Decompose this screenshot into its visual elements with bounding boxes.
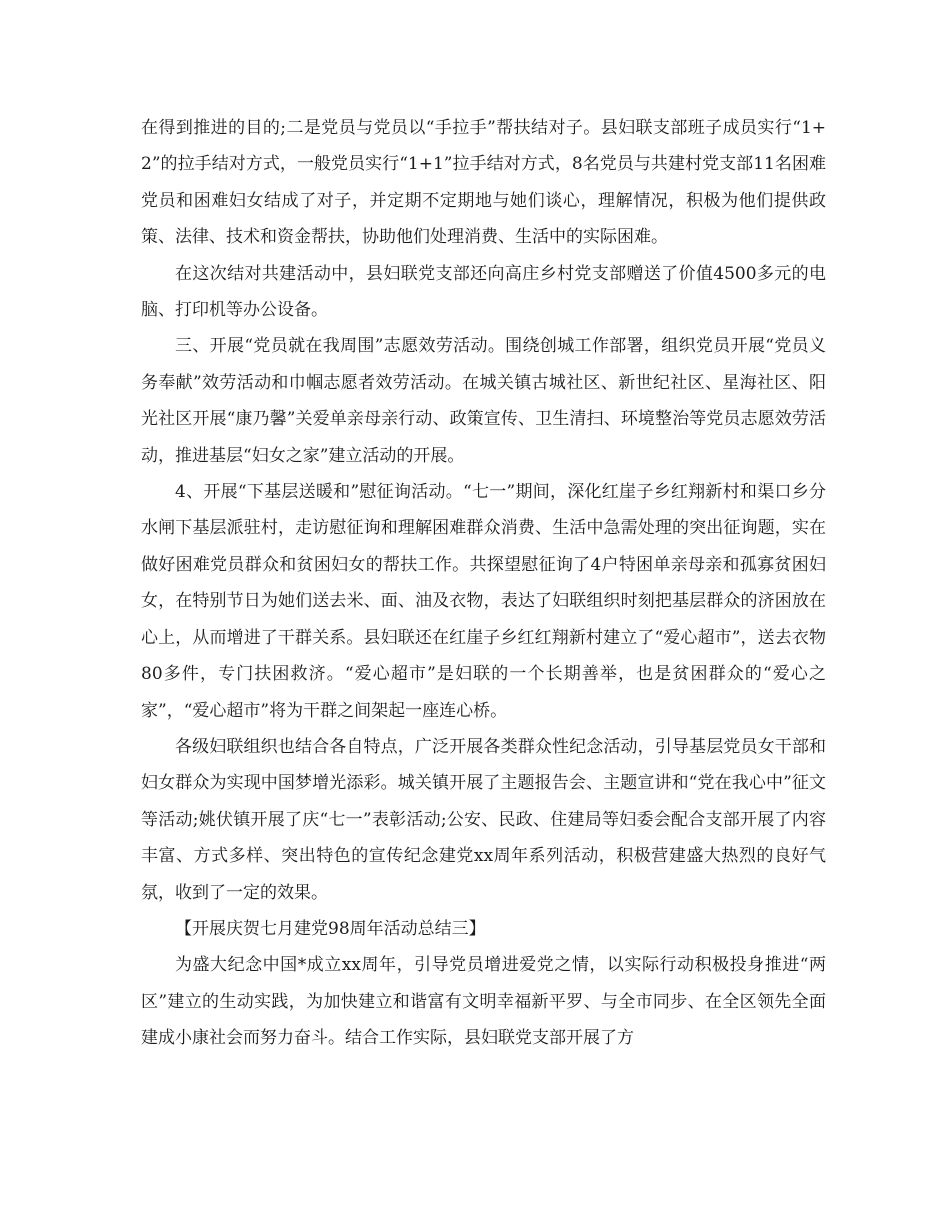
- section-heading: 【开展庆贺七月建党98周年活动总结三】: [175, 918, 486, 939]
- paragraph: 为盛大纪念中国*成立xx周年，引导党员增进爱党之情，以实际行动积极投身推进“两区”建立的生动实践，为加快建立和谐富有文明幸福新平罗、与全市同步、在全区领先全面建成小康社会而努力奋斗。结合工作实际，县妇联党支部开展了方: [141, 955, 826, 1049]
- paragraph: 三、开展“党员就在我周围”志愿效劳活动。围绕创城工作部署，组织党员开展“党员义务奉献”效劳活动和巾帼志愿者效劳活动。在城关镇古城社区、新世纪社区、星海社区、阳光社区开展“康乃馨”关爱单亲母亲行动、政策宣传、卫生清扫、环境整治等党员志愿效劳活动，推进基层“妇女之家”建立活动的开展。: [141, 336, 826, 466]
- paragraph: 在得到推进的目的;二是党员与党员以“手拉手”帮扶结对子。县妇联支部班子成员实行“1+2”的拉手结对方式，一般党员实行“1+1”拉手结对方式，8名党员与共建村党支部11名困难党员和困难妇女结成了对子，并定期不定期地与她们谈心，理解情况，积极为他们提供政策、法律、技术和资金帮扶，协助他们处理消费、生活中的实际困难。: [141, 118, 826, 248]
- paragraph: 4、开展“下基层送暖和”慰征询活动。“七一”期间，深化红崖子乡红翔新村和渠口乡分水闸下基层派驻村，走访慰征询和理解困难群众消费、生活中急需处理的突出征询题，实在做好困难党员群众和贫困妇女的帮扶工作。共探望慰征询了4户特困单亲母亲和孤寡贫困妇女，在特别节日为她们送去米、面、油及衣物，表达了妇联组织时刻把基层群众的济困放在心上，从而增进了干群关系。县妇联还在红崖子乡红红翔新村建立了“爱心超市”，送去衣物80多件，专门扶困救济。“爱心超市”是妇联的一个长期善举，也是贫困群众的“爱心之家”，“爱心超市”将为干群之间架起一座连心桥。: [141, 482, 826, 721]
- paragraph: 在这次结对共建活动中，县妇联党支部还向高庄乡村党支部赠送了价值4500多元的电脑、打印机等办公设备。: [141, 263, 826, 321]
- paragraph: 各级妇联组织也结合各自特点，广泛开展各类群众性纪念活动，引导基层党员女干部和妇女群众为实现中国梦增光添彩。城关镇开展了主题报告会、主题宣讲和“党在我心中”征文等活动;姚伏镇开展了庆“七一”表彰活动;公安、民政、住建局等妇委会配合支部开展了内容丰富、方式多样、突出特色的宣传纪念建党xx周年系列活动，积极营建盛大热烈的良好气氛，收到了一定的效果。: [141, 736, 826, 903]
- document-body: [141, 110, 826, 1057]
